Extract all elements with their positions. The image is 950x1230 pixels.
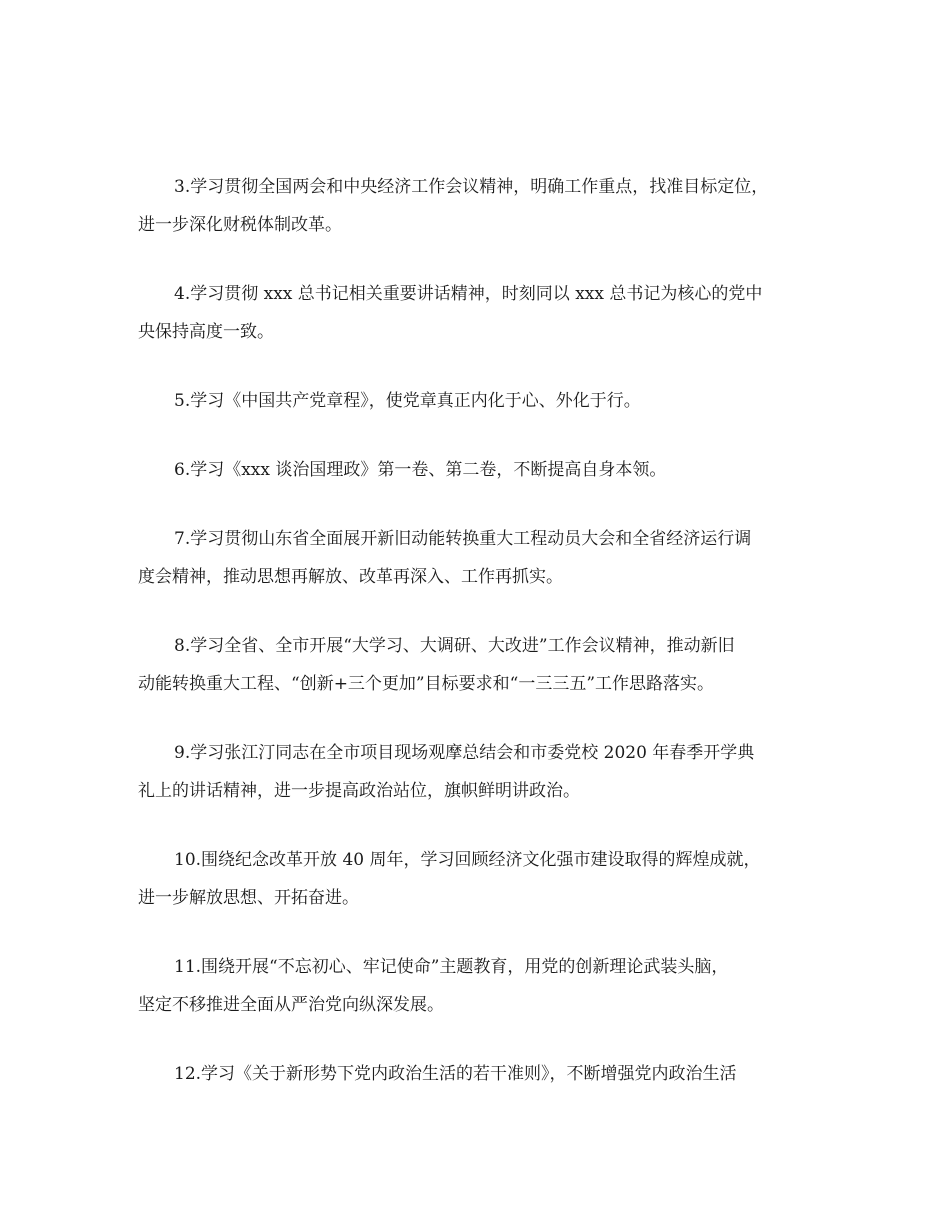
paragraph-line: 6.学习《xxx 谈治国理政》第一卷、第二卷，不断提高自身本领。	[174, 460, 667, 480]
paragraph-line: 10.围绕纪念改革开放 40 周年，学习回顾经济文化强市建设取得的辉煌成就，	[174, 850, 761, 870]
paragraph-item-12	[138, 1055, 818, 1093]
paragraph-item-3	[138, 168, 818, 244]
paragraph-item-10	[138, 841, 818, 917]
paragraph-line: 进一步解放思想、开拓奋进。	[138, 888, 359, 908]
paragraph-line: 3.学习贯彻全国两会和中央经济工作会议精神，明确工作重点，找准目标定位，	[174, 177, 769, 197]
paragraph-line: 12.学习《关于新形势下党内政治生活的若干准则》，不断增强党内政治生活	[174, 1064, 737, 1084]
paragraph-item-6	[138, 451, 818, 489]
paragraph-line: 4.学习贯彻 xxx 总书记相关重要讲话精神，时刻同以 xxx 总书记为核心的党中	[174, 284, 763, 304]
paragraph-line: 7.学习贯彻山东省全面展开新旧动能转换重大工程动员大会和全省经济运行调	[174, 529, 752, 549]
paragraph-line: 9.学习张江汀同志在全市项目现场观摩总结会和市委党校 2020 年春季开学典	[174, 743, 755, 763]
paragraph-item-9	[138, 734, 818, 810]
paragraph-item-7	[138, 520, 818, 596]
paragraph-item-4	[138, 275, 818, 351]
paragraph-line: 礼上的讲话精神，进一步提高政治站位，旗帜鲜明讲政治。	[138, 781, 580, 801]
paragraph-item-8	[138, 627, 818, 703]
document-body	[138, 168, 818, 1124]
paragraph-line: 进一步深化财税体制改革。	[138, 215, 342, 235]
paragraph-item-11	[138, 948, 818, 1024]
paragraph-line: 坚定不移推进全面从严治党向纵深发展。	[138, 995, 444, 1015]
paragraph-line: 8.学习全省、全市开展“大学习、大调研、大改进”工作会议精神，推动新旧	[174, 636, 735, 656]
paragraph-line: 央保持高度一致。	[138, 322, 274, 342]
paragraph-line: 动能转换重大工程、“创新+三个更加”目标要求和“一三三五”工作思路落实。	[138, 674, 715, 694]
paragraph-line: 5.学习《中国共产党章程》，使党章真正内化于心、外化于行。	[174, 391, 641, 411]
paragraph-line: 11.围绕开展“不忘初心、牢记使命”主题教育，用党的创新理论武装头脑，	[174, 957, 729, 977]
paragraph-line: 度会精神，推动思想再解放、改革再深入、工作再抓实。	[138, 567, 563, 587]
paragraph-item-5	[138, 382, 818, 420]
